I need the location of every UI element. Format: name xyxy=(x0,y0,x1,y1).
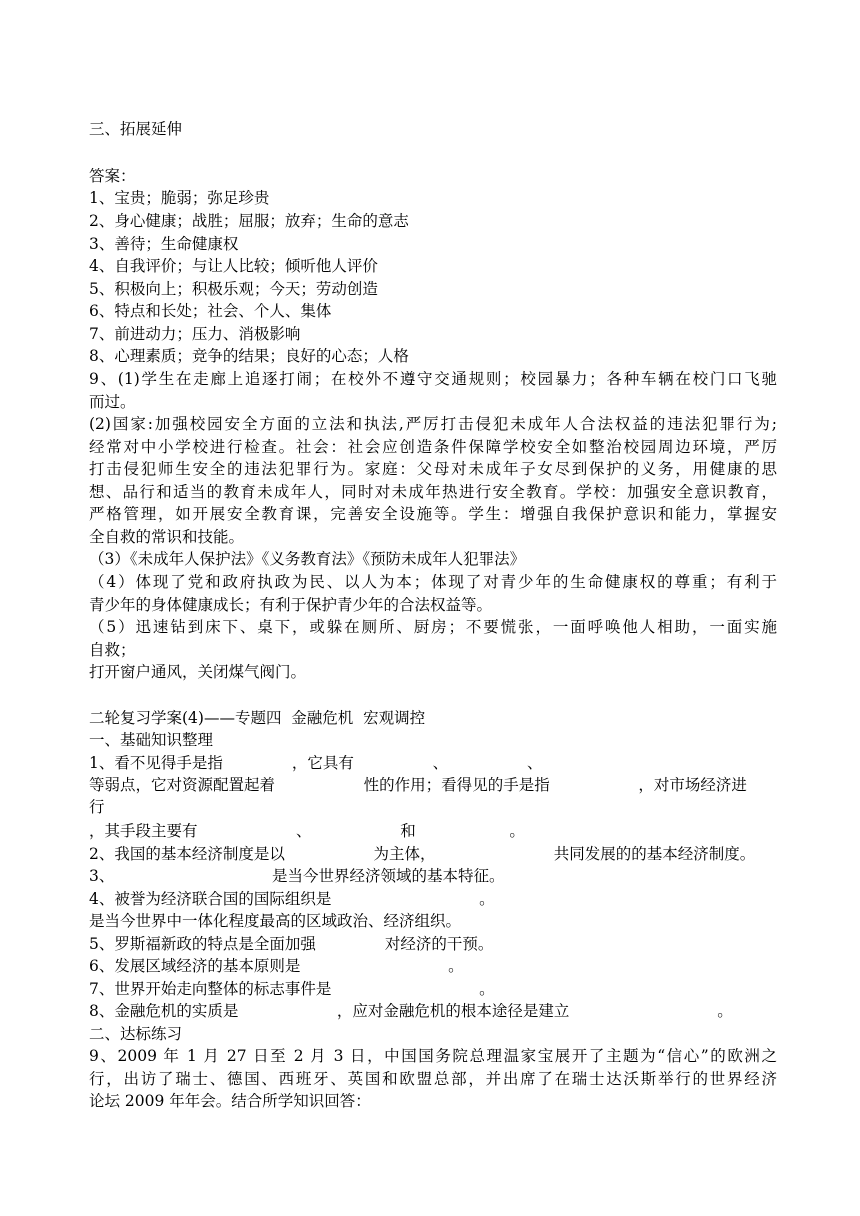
answer-line: 4、自我评价；与让人比较；倾听他人评价 xyxy=(89,257,378,275)
answer-line: 自救； xyxy=(89,641,136,659)
answer-line: 9、(1)学生在走廊上追逐打闹；在校外不遵守交通规则；校园暴力；各种车辆在校门口飞驰 xyxy=(89,370,777,388)
answer-line: 全自救的常识和技能。 xyxy=(89,528,245,546)
fill-blank-line: 1、看不见得手是指 ，它具有 、 、 xyxy=(89,754,543,772)
answer-line: （3）《未成年人保护法》《义务教育法》《预防未成年人犯罪法》 xyxy=(89,550,526,568)
fill-blank-line: 是当今世界中一体化程度最高的区域政治、经济组织。 xyxy=(89,912,462,930)
fill-blank-line: 3、 是当今世界经济领域的基本特征。 xyxy=(89,867,505,885)
answer-line: 1、宝贵；脆弱；弥足珍贵 xyxy=(89,189,270,207)
fill-blank-line: 4、被誉为经济联合国的国际组织是 。 xyxy=(89,890,495,908)
fill-blank-line: 8、金融危机的实质是 ，应对金融危机的根本途径是建立 。 xyxy=(89,1002,733,1020)
section-heading: 三、拓展延伸 xyxy=(89,120,183,138)
question-line: 9、2009 年 1 月 27 日至 2 月 3 日，中国国务院总理温家宝展开了主题为“信心”的欧洲之 xyxy=(89,1047,777,1065)
answer-line: 青少年的身体健康成长；有利于保护青少年的合法权益等。 xyxy=(89,596,493,614)
answers-heading: 答案： xyxy=(89,167,136,185)
fill-blank-line: 7、世界开始走向整体的标志事件是 。 xyxy=(89,980,495,998)
answer-line: 想、品行和适当的教育未成年人，同时对未成年热进行安全教育。学校：加强安全意识教育， xyxy=(89,483,777,501)
answer-line: （4）体现了党和政府执政为民、以人为本；体现了对青少年的生命健康权的尊重；有利于 xyxy=(89,573,777,591)
answer-line: 严格管理，如开展安全教育课，完善安全设施等。学生：增强自我保护意识和能力，掌握安 xyxy=(89,505,777,523)
answer-line: 3、善待；生命健康权 xyxy=(89,235,239,253)
answer-line: （5）迅速钻到床下、桌下，或躲在厕所、厨房；不要慌张，一面呼唤他人相助，一面实施 xyxy=(89,618,777,636)
answer-line: 2、身心健康；战胜；屈服；放弃；生命的意志 xyxy=(89,212,409,230)
answer-line: 8、心理素质；竞争的结果；良好的心态；人格 xyxy=(89,347,409,365)
answer-line: 打开窗户通风，关闭煤气阀门。 xyxy=(89,663,307,681)
answer-line: 打击侵犯师生安全的违法犯罪行为。家庭：父母对未成年子女尽到保护的义务，用健康的思 xyxy=(89,460,777,478)
question-line: 行，出访了瑞士、德国、西班牙、英国和欧盟总部，并出席了在瑞士达沃斯举行的世界经济 xyxy=(89,1070,777,1088)
answer-line: 6、特点和长处；社会、个人、集体 xyxy=(89,302,332,320)
fill-blank-line: 6、发展区域经济的基本原则是 。 xyxy=(89,957,464,975)
fill-blank-line: 5、罗斯福新政的特点是全面加强 对经济的干预。 xyxy=(89,935,494,953)
question-line: 论坛 2009 年年会。结合所学知识回答： xyxy=(89,1092,371,1110)
fill-blank-line: 2、我国的基本经济制度是以 为主体， 共同发展的的基本经济制度。 xyxy=(89,845,756,863)
fill-blank-line: 行 xyxy=(89,798,105,816)
fill-blank-line: 等弱点，它对资源配置起着 性的作用；看得见的手是指 ，对市场经济进 xyxy=(89,776,747,794)
answer-line: (2)国家:加强校园安全方面的立法和执法,严厉打击侵犯未成年人合法权益的违法犯罪行为; xyxy=(89,415,777,433)
unit-title: 二轮复习学案(4)——专题四 金融危机 宏观调控 xyxy=(89,709,426,727)
answer-line: 经常对中小学校进行检查。社会：社会应创造条件保障学校安全如整治校园周边环境，严厉 xyxy=(89,438,777,456)
answer-line: 7、前进动力；压力、消极影响 xyxy=(89,325,301,343)
section-heading: 二、达标练习 xyxy=(89,1025,183,1043)
answer-line: 5、积极向上；积极乐观；今天；劳动创造 xyxy=(89,280,378,298)
fill-blank-line: ，其手段主要有 、 和 。 xyxy=(89,822,525,840)
section-heading: 一、基础知识整理 xyxy=(89,731,214,749)
answer-line: 而过。 xyxy=(89,393,136,411)
